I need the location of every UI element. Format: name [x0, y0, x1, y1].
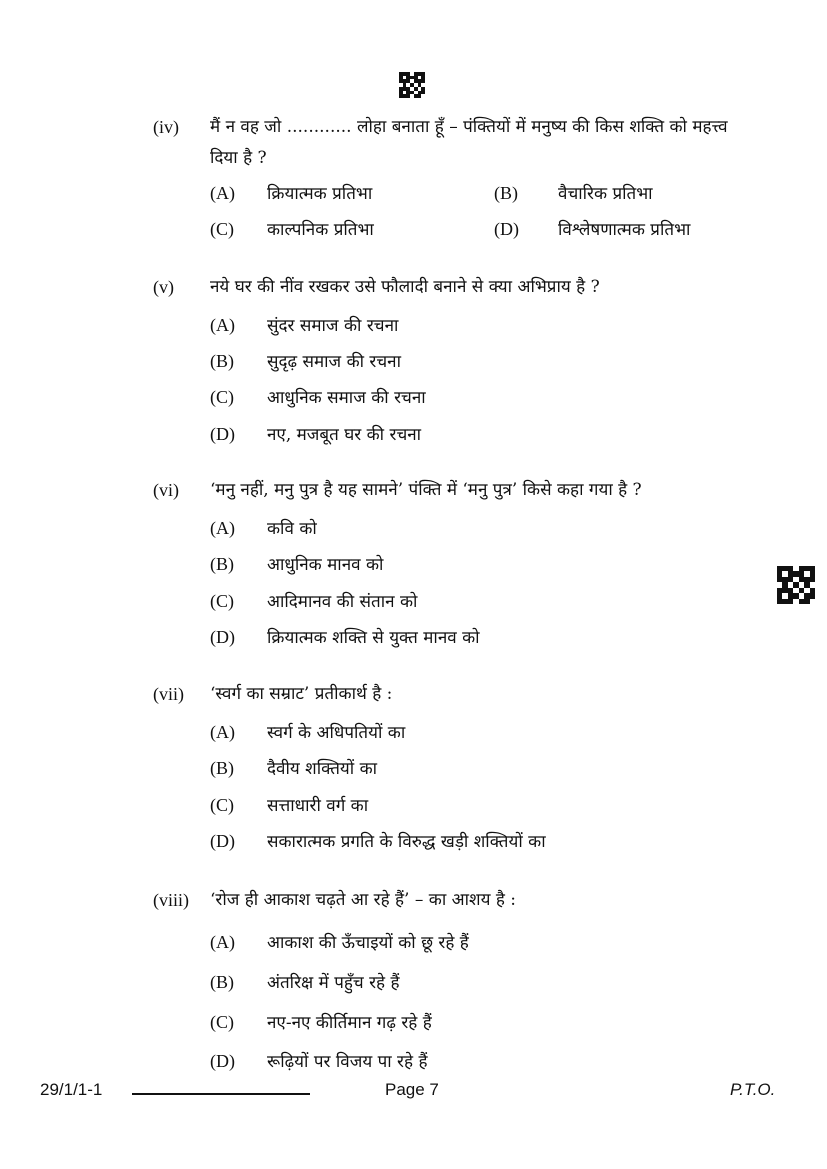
- option-text: दैवीय शक्तियों का: [267, 759, 378, 779]
- option-c[interactable]: [210, 1010, 432, 1033]
- option-text: सुदृढ़ समाज की रचना: [267, 352, 402, 372]
- option-label: (D): [494, 219, 519, 239]
- option-text: अंतरिक्ष में पहुँच रहे हैं: [267, 973, 400, 993]
- option-text: सकारात्मक प्रगति के विरुद्ध खड़ी शक्तियों का: [267, 832, 546, 852]
- question-text: मैं न वह जो ............ लोहा बनाता हूँ – पंक्तियों में मनुष्य की किस शक्ति को महत्त्व दिया है ?: [210, 117, 728, 168]
- option-text: नए-नए कीर्तिमान गढ़ रहे हैं: [267, 1013, 432, 1033]
- option-text: क्रियात्मक प्रतिभा: [267, 184, 373, 204]
- option-label: (C): [210, 387, 234, 407]
- option-a[interactable]: [210, 181, 372, 204]
- option-d[interactable]: [210, 829, 546, 852]
- option-d[interactable]: [210, 1049, 427, 1072]
- qr-code-icon: [777, 566, 815, 604]
- option-text: आदिमानव की संतान को: [267, 592, 418, 612]
- option-text: स्वर्ग के अधिपतियों का: [267, 723, 406, 743]
- option-text: वैचारिक प्रतिभा: [558, 184, 653, 204]
- option-text: विश्लेषणात्मक प्रतिभा: [558, 220, 691, 240]
- option-a[interactable]: [210, 516, 317, 539]
- option-label: (B): [210, 758, 234, 778]
- option-d[interactable]: [494, 217, 690, 240]
- paper-code: 29/1/1-1: [40, 1080, 103, 1099]
- option-b[interactable]: [210, 349, 401, 372]
- option-label: (B): [210, 351, 234, 371]
- option-c[interactable]: [210, 589, 417, 612]
- option-text: कवि को: [267, 519, 317, 539]
- option-b[interactable]: [210, 756, 377, 779]
- option-text: रूढ़ियों पर विजय पा रहे हैं: [267, 1052, 428, 1072]
- option-d[interactable]: [210, 625, 480, 648]
- option-text: नए, मजबूत घर की रचना: [267, 425, 422, 445]
- page-number: Page 7: [385, 1080, 439, 1099]
- option-label: (A): [210, 315, 235, 335]
- option-text: सत्ताधारी वर्ग का: [267, 796, 369, 816]
- option-label: (A): [210, 722, 235, 742]
- option-label: (B): [210, 554, 234, 574]
- option-c[interactable]: [210, 793, 368, 816]
- option-label: (C): [210, 591, 234, 611]
- question-number: (vii): [153, 684, 184, 704]
- option-label: (D): [210, 831, 235, 851]
- option-d[interactable]: [210, 422, 421, 445]
- option-a[interactable]: [210, 720, 405, 743]
- option-label: (C): [210, 795, 234, 815]
- option-label: (D): [210, 424, 235, 444]
- option-label: (A): [210, 518, 235, 538]
- question-number: (vi): [153, 480, 179, 500]
- option-text: काल्पनिक प्रतिभा: [267, 220, 374, 240]
- question-text: ‘रोज ही आकाश चढ़ते आ रहे हैं’ – का आशय है :: [210, 890, 516, 910]
- option-label: (A): [210, 183, 235, 203]
- option-label: (A): [210, 932, 235, 952]
- option-label: (C): [210, 1012, 234, 1032]
- option-label: (C): [210, 219, 234, 239]
- option-a[interactable]: [210, 313, 398, 336]
- option-c[interactable]: [210, 217, 374, 240]
- option-text: आकाश की ऊँचाइयों को छू रहे हैं: [267, 933, 469, 953]
- question-number: (viii): [153, 890, 189, 910]
- qr-code-icon: [399, 72, 425, 98]
- option-b[interactable]: [210, 970, 400, 993]
- option-text: आधुनिक मानव को: [267, 555, 384, 575]
- option-a[interactable]: [210, 930, 469, 953]
- option-label: (D): [210, 1051, 235, 1071]
- option-b[interactable]: [210, 552, 383, 575]
- option-label: (B): [210, 972, 234, 992]
- question-text: ‘मनु नहीं, मनु पुत्र है यह सामने’ पंक्ति में ‘मनु पुत्र’ किसे कहा गया है ?: [210, 480, 642, 500]
- question-text: ‘स्वर्ग का सम्राट’ प्रतीकार्थ है :: [210, 684, 393, 704]
- option-c[interactable]: [210, 385, 426, 408]
- question-text: नये घर की नींव रखकर उसे फौलादी बनाने से क्या अभिप्राय है ?: [210, 277, 600, 297]
- question-number: (v): [153, 277, 174, 297]
- option-text: सुंदर समाज की रचना: [267, 316, 399, 336]
- question-number: (iv): [153, 117, 179, 137]
- option-text: आधुनिक समाज की रचना: [267, 388, 426, 408]
- option-label: (B): [494, 183, 518, 203]
- footer-divider: [132, 1093, 310, 1095]
- option-label: (D): [210, 627, 235, 647]
- pto-label: P.T.O.: [730, 1080, 776, 1099]
- option-b[interactable]: [494, 181, 653, 204]
- option-text: क्रियात्मक शक्ति से युक्त मानव को: [267, 628, 480, 648]
